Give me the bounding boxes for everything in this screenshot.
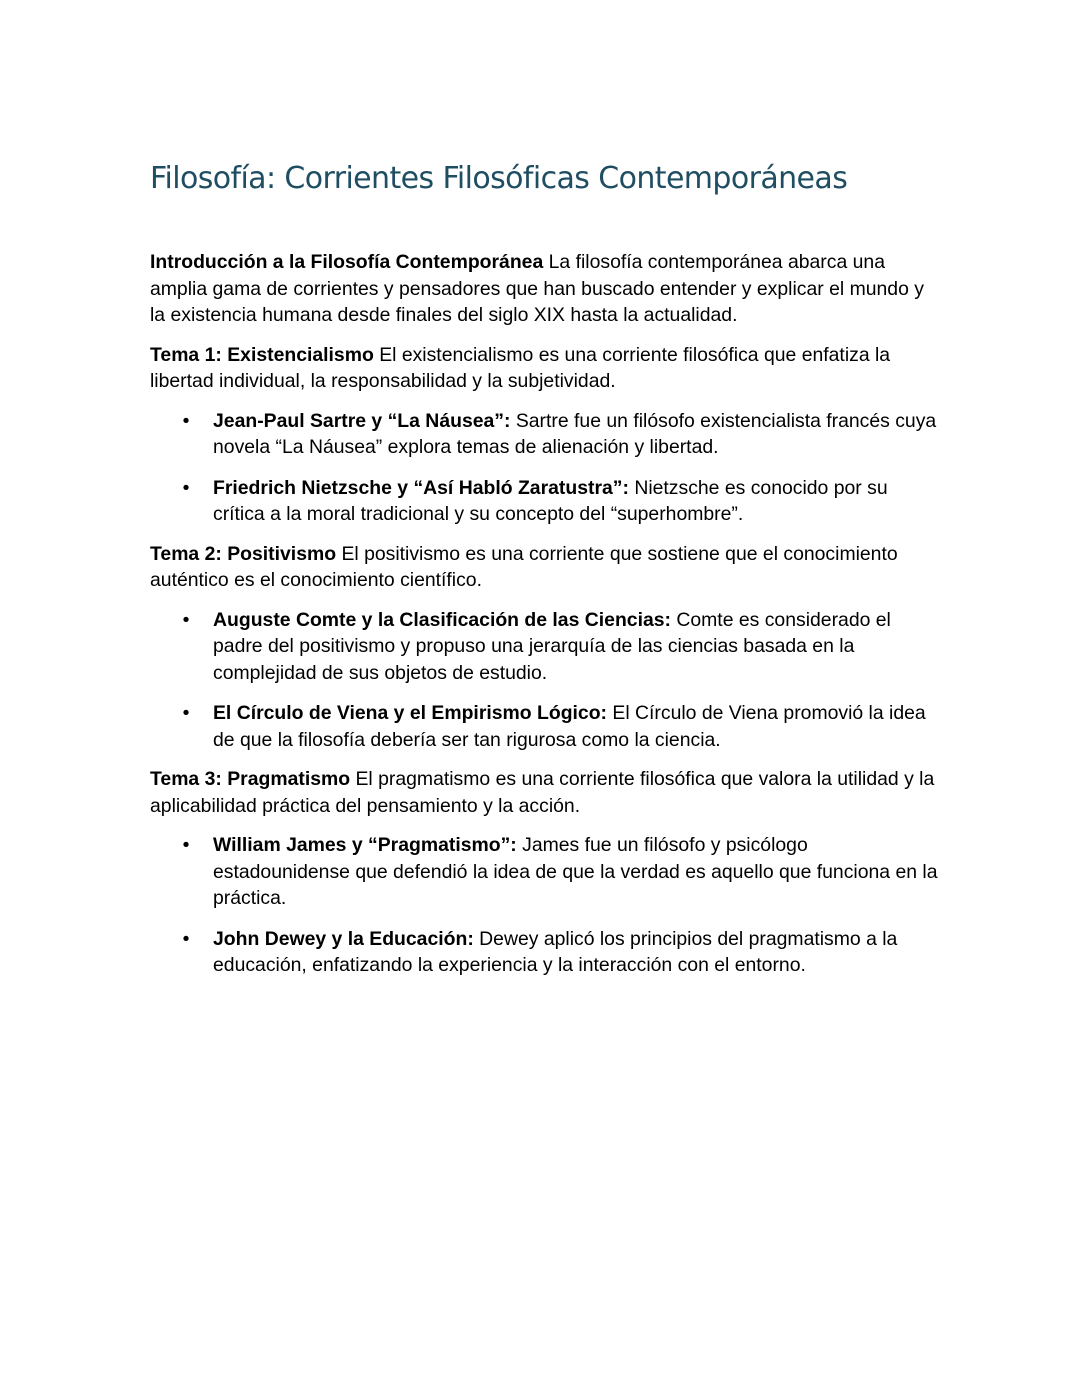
topic-1-heading: Tema 1: Existencialismo	[150, 343, 374, 366]
bullet-heading: Auguste Comte y la Clasificación de las Ciencias:	[213, 608, 671, 631]
bullet-text: El Círculo de Viena promovió la idea de que la filosofía debería ser tan rigurosa como la ciencia.	[213, 702, 926, 751]
bullet-heading: El Círculo de Viena y el Empirismo Lógico:	[213, 702, 608, 724]
topic-3-bullet-list	[150, 832, 940, 979]
list-item	[150, 926, 940, 979]
list-item	[150, 408, 940, 461]
bullet-heading: John Dewey y la Educación:	[213, 927, 474, 950]
topic-1-paragraph	[150, 342, 940, 395]
list-item	[150, 475, 940, 528]
list-item	[150, 700, 940, 753]
bullet-icon: •	[182, 476, 190, 499]
bullet-icon: •	[182, 927, 190, 950]
bullet-text: Dewey aplicó los principios del pragmatismo a la educación, enfatizando la experiencia y la interacción con el entorno.	[213, 927, 898, 976]
bullet-heading: Jean-Paul Sartre y “La Náusea”:	[213, 409, 511, 432]
bullet-text: Sartre fue un filósofo existencialista francés cuya novela “La Náusea” explora temas de alienación y libertad.	[213, 409, 937, 458]
topic-3-text: El pragmatismo es una corriente filosófica que valora la utilidad y la aplicabilidad práctica del pensamiento y la acción.	[150, 768, 935, 817]
bullet-heading: Friedrich Nietzsche y “Así Habló Zaratustra”:	[213, 476, 629, 499]
intro-heading: Introducción a la Filosofía Contemporánea	[150, 251, 544, 273]
bullet-icon: •	[182, 834, 190, 856]
topic-2-paragraph	[150, 541, 940, 594]
topic-3-paragraph	[150, 766, 940, 819]
bullet-heading: William James y “Pragmatismo”:	[213, 834, 517, 856]
topic-2-heading: Tema 2: Positivismo	[150, 542, 337, 565]
document-body	[150, 249, 940, 992]
topic-1-text: El existencialismo es una corriente filosófica que enfatiza la libertad individual, la responsabilidad y la subjetividad.	[150, 343, 891, 392]
list-item	[150, 607, 940, 687]
topic-2-bullet-list	[150, 607, 940, 754]
bullet-text: Nietzsche es conocido por su crítica a la moral tradicional y su concepto del “superhombre”.	[213, 476, 888, 525]
bullet-text: James fue un filósofo y psicólogo estadounidense que defendió la idea de que la verdad es aquello que funciona en la práctica.	[213, 834, 938, 909]
bullet-icon: •	[182, 608, 190, 631]
topic-3-heading: Tema 3: Pragmatismo	[150, 768, 351, 790]
topic-1-bullet-list	[150, 408, 940, 528]
topic-2-text: El positivismo es una corriente que sostiene que el conocimiento auténtico es el conocimiento científico.	[150, 542, 898, 591]
list-item	[150, 832, 940, 912]
bullet-icon: •	[182, 409, 190, 432]
intro-paragraph	[150, 249, 940, 329]
bullet-icon: •	[182, 702, 190, 724]
bullet-text: Comte es considerado el padre del positivismo y propuso una jerarquía de las ciencias basada en la complejidad de sus objetos de estudio.	[213, 608, 891, 684]
page-title: Filosofía: Corrientes Filosóficas Contemporáneas	[150, 161, 848, 196]
intro-text: La filosofía contemporánea abarca una amplia gama de corrientes y pensadores que han buscado entender y explicar el mundo y la existencia humana desde finales del siglo XIX hasta la actualidad.	[150, 251, 924, 326]
